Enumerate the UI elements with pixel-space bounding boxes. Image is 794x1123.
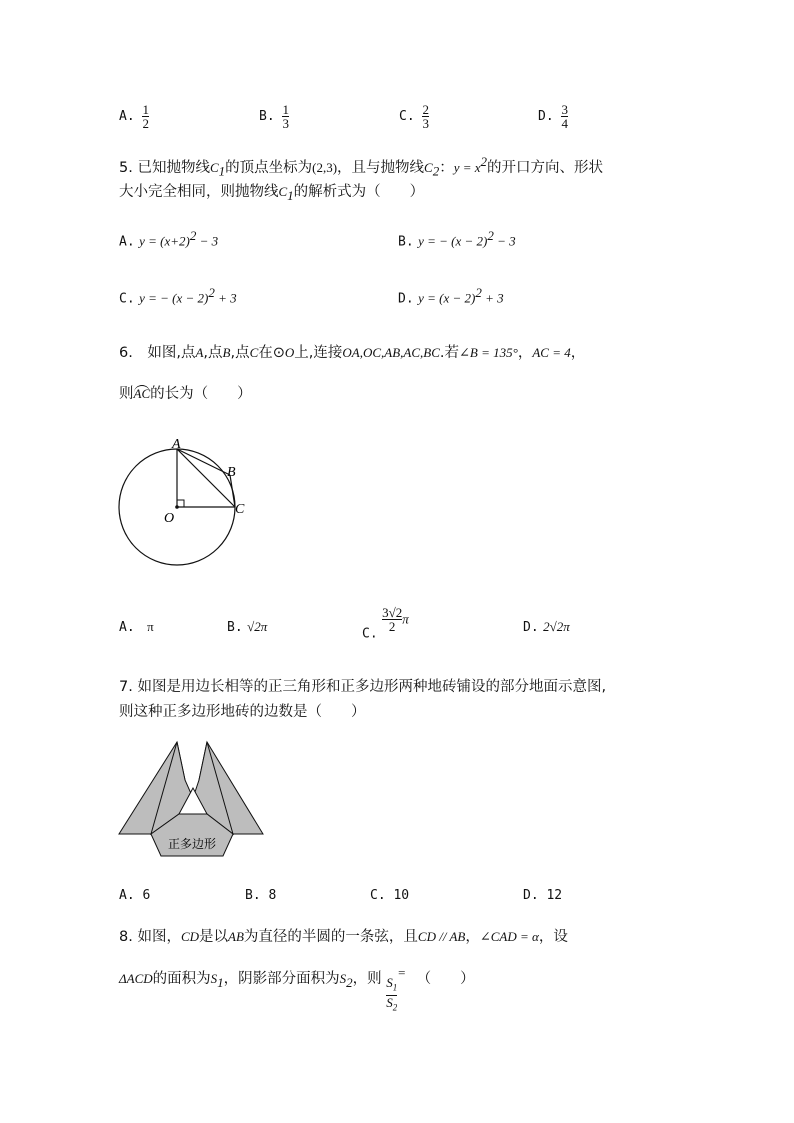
q4-option-c[interactable]: C. $\frac{2}{3}$ (399, 102, 429, 131)
q5-stem-line2: 大小完全相同，则抛物线$C_1$的解析式为（ ） (119, 184, 425, 203)
q6-stem-line2: 则AC的长为（ ） (119, 386, 252, 402)
label-c: C (235, 502, 245, 517)
q4-option-a[interactable]: A. $\frac{1}{2}$ (119, 102, 149, 131)
q5-option-d[interactable]: D. $y = (x - 2)^2 + 3$ (398, 285, 504, 307)
q7-option-c[interactable]: C. 10 (370, 888, 410, 903)
q5-option-a[interactable]: A. $y = (x+2)^2 - 3$ (119, 228, 219, 250)
polygon-label: 正多边形 (167, 837, 217, 851)
q8-stem-line2: ΔACD的面积为$S_1$，阴影部分面积为$S_2$，则 $\frac{S_1}{S_2}$ = （ ） (119, 965, 475, 1013)
q7-option-b[interactable]: B. 8 (245, 888, 277, 903)
arc-ac: AC (133, 386, 151, 401)
q8-stem-line1: 8. 如图，CD是以AB为直径的半圆的一条弦，且CD // AB，∠CAD = α，设 (119, 929, 568, 945)
fraction: $\frac{1}{2}$ (142, 102, 149, 131)
q5-option-b[interactable]: B. y = − $(x - 2)^2 - 3$ (398, 228, 516, 250)
label-b: B (227, 465, 236, 480)
fraction: $\frac{3}{4}$ (561, 102, 568, 131)
q4-option-d[interactable]: D. $\frac{3}{4}$ (538, 102, 568, 131)
q4-option-b[interactable]: B. $\frac{1}{3}$ (259, 102, 289, 131)
fraction: $\frac{1}{3}$ (282, 102, 289, 131)
q6-option-a[interactable]: A. π (119, 619, 154, 635)
q7-option-d[interactable]: D. 12 (523, 888, 563, 903)
fraction: $\frac{2}{3}$ (422, 102, 429, 131)
label-a: A (172, 437, 181, 452)
label-o: O (164, 511, 175, 526)
q7-stem-line2: 则这种正多边形地砖的边数是（ ） (119, 704, 366, 720)
q7-stem-line1: 7. 如图是用边长相等的正三角形和正多边形两种地砖铺设的部分地面示意图, (119, 679, 607, 695)
q7-option-a[interactable]: A. 6 (119, 888, 151, 903)
q6-option-c[interactable]: C. $\frac{3√2}{2}$ π (362, 605, 409, 642)
ratio-fraction: $\frac{S_1}{S_2}$ (386, 975, 398, 1013)
fraction: $\frac{3√2}{2}$ (382, 605, 403, 634)
q6-stem-line1: 6. 如图,点A,点B,点C在⊙O上,连接OA,OC,AB,AC,BC.若∠B = 135°，AC = 4， (119, 345, 586, 361)
q6-option-d[interactable]: D. 2√2π (523, 619, 570, 635)
q6-circle-figure (110, 430, 260, 590)
q6-option-b[interactable]: B. √2π (227, 619, 268, 635)
q7-tiling-figure (115, 738, 270, 863)
q5-option-c[interactable]: C. y = − $(x - 2)^2 + 3$ (119, 285, 237, 307)
q5-stem-line1: 5. 已知抛物线$C_1$的顶点坐标为(2,3)，且与抛物线$C_2$：$y = x^2$的开口方向、形状 (119, 154, 604, 179)
